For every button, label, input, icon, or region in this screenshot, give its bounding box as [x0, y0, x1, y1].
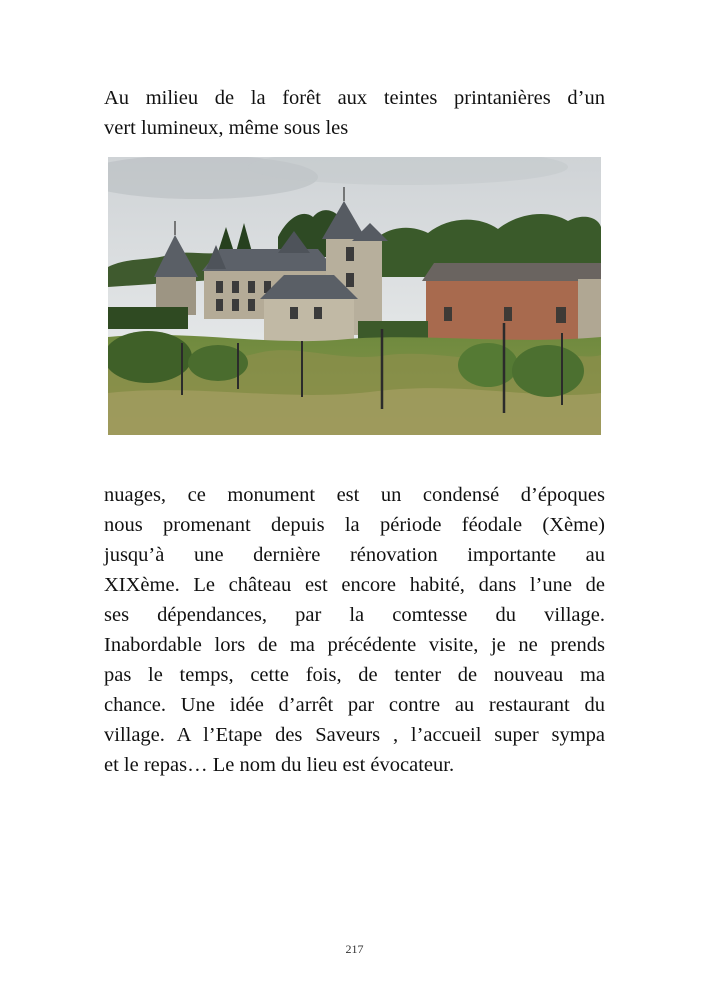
text-line: nuages, ce monument est un condensé d’époques	[104, 484, 605, 506]
paragraph-body	[104, 480, 605, 780]
text-line: pas le temps, cette fois, de tenter de nouveau ma	[104, 664, 605, 686]
text-line: Au milieu de la forêt aux teintes printanières d’un	[104, 87, 605, 109]
text-line: village. A l’Etape des Saveurs , l’accueil super sympa	[104, 724, 605, 746]
page-number: 217	[345, 942, 364, 956]
text-line: nous promenant depuis la période féodale (Xème)	[104, 514, 605, 536]
text-line: vert lumineux, même sous les	[104, 117, 349, 139]
text-line: jusqu’à une dernière rénovation importante au	[104, 544, 605, 566]
text-line: XIXème. Le château est encore habité, dans l’une de	[104, 574, 605, 596]
chateau-photo	[108, 157, 601, 435]
text-line: et le repas… Le nom du lieu est évocateur.	[104, 754, 455, 776]
text-line: ses dépendances, par la comtesse du village.	[104, 604, 605, 626]
paragraph-intro	[104, 83, 605, 143]
text-line: Inabordable lors de ma précédente visite, je ne prends	[104, 634, 605, 656]
text-line: chance. Une idée d’arrêt par contre au restaurant du	[104, 694, 605, 716]
